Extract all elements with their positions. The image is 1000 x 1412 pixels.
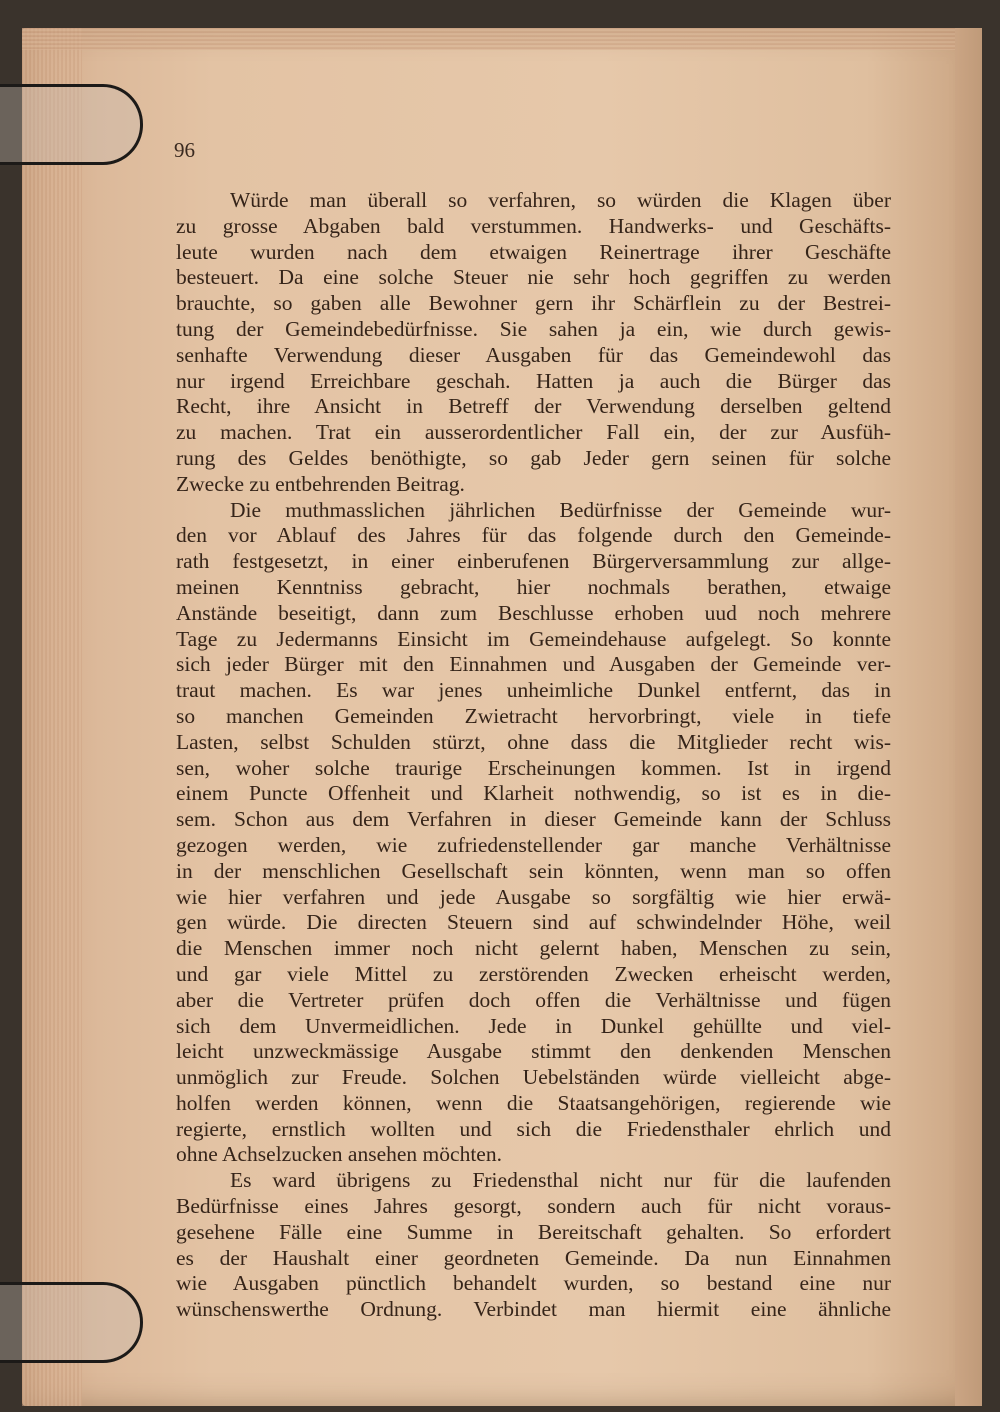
text-line: rung des Geldes benöthigte, so gab Jeder gern seinen für solche xyxy=(176,445,891,470)
text-line: wie Ausgaben pünctlich behandelt wurden, so bestand eine nur xyxy=(176,1271,891,1296)
text-line: Recht, ihre Ansicht in Betreff der Verwendung derselben geltend xyxy=(176,394,891,419)
text-line: wünschenswerthe Ordnung. Verbindet man hiermit eine ähnliche xyxy=(176,1297,891,1322)
text-line: zu machen. Trat ein ausserordentlicher Fall ein, der zur Ausfüh- xyxy=(176,420,891,445)
text-line: es der Haushalt einer geordneten Gemeinde. Da nun Einnahmen xyxy=(176,1245,891,1270)
text-line: traut machen. Es war jenes unheimliche Dunkel entfernt, das in xyxy=(176,678,891,703)
text-line: und gar viele Mittel zu zerstörenden Zwecken erheischt werden, xyxy=(176,961,891,986)
text-line: leute wurden nach dem etwaigen Reinertrage ihrer Geschäfte xyxy=(176,239,891,264)
text-line: rath festgesetzt, in einer einberufenen Bürgerversammlung zur allge- xyxy=(176,549,891,574)
page-stack-edge-left xyxy=(22,28,82,1406)
text-line: Bedürfnisse eines Jahres gesorgt, sondern auch für nicht voraus- xyxy=(176,1194,891,1219)
text-line: Anstände beseitigt, dann zum Beschlusse erhoben uud noch mehrere xyxy=(176,600,891,625)
text-line: regierte, ernstlich wollten und sich die Friedensthaler ehrlich und xyxy=(176,1116,891,1141)
text-line: gesehene Fälle eine Summe in Bereitschaft gehalten. So erfordert xyxy=(176,1219,891,1244)
page-clip-top xyxy=(0,84,143,165)
text-line: Zwecke zu entbehrenden Beitrag. xyxy=(176,471,465,496)
text-line: tung der Gemeindebedürfnisse. Sie sahen ja ein, wie durch gewis- xyxy=(176,316,891,341)
text-line: gezogen werden, wie zufriedenstellender gar manche Verhältnisse xyxy=(176,832,891,857)
text-line: Die muthmasslichen jährlichen Bedürfnisse der Gemeinde wur- xyxy=(230,497,891,522)
text-line: holfen werden können, wenn die Staatsangehörigen, regierende wie xyxy=(176,1090,891,1115)
text-line: brauchte, so gaben alle Bewohner gern ihr Schärflein zu der Bestrei- xyxy=(176,291,891,316)
text-line: die Menschen immer noch nicht gelernt haben, Menschen zu sein, xyxy=(176,936,891,961)
text-line: so manchen Gemeinden Zwietracht hervorbringt, viele in tiefe xyxy=(176,703,891,728)
text-line: in der menschlichen Gesellschaft sein könnten, wenn man so offen xyxy=(176,858,891,883)
text-line: nur irgend Erreichbare geschah. Hatten ja auch die Bürger das xyxy=(176,368,891,393)
text-line: sich jeder Bürger mit den Einnahmen und Ausgaben der Gemeinde ver- xyxy=(176,652,891,677)
text-line: wie hier verfahren und jede Ausgabe so sorgfältig wie hier erwä- xyxy=(176,884,891,909)
body-text xyxy=(176,188,891,1323)
page-stack-edge-top xyxy=(22,28,982,50)
paragraph xyxy=(176,188,891,498)
text-line: senhafte Verwendung dieser Ausgaben für das Gemeindewohl das xyxy=(176,342,891,367)
text-line: Es ward übrigens zu Friedensthal nicht nur für die laufenden xyxy=(230,1168,891,1193)
text-line: sem. Schon aus dem Verfahren in dieser Gemeinde kann der Schluss xyxy=(176,807,891,832)
text-line: sen, woher solche traurige Erscheinungen kommen. Ist in irgend xyxy=(176,755,891,780)
text-line: unmöglich zur Freude. Solchen Uebelständen würde vielleicht abge- xyxy=(176,1065,891,1090)
paragraph xyxy=(176,1168,891,1323)
text-line: meinen Kenntniss gebracht, hier nochmals berathen, etwaige xyxy=(176,574,891,599)
text-line: Würde man überall so verfahren, so würden die Klagen über xyxy=(230,188,891,212)
text-line: einem Puncte Offenheit und Klarheit nothwendig, so ist es in die- xyxy=(176,781,891,806)
text-line: leicht unzweckmässige Ausgabe stimmt den denkenden Menschen xyxy=(176,1039,891,1064)
text-line: ohne Achselzucken ansehen möchten. xyxy=(176,1142,502,1167)
text-line: besteuert. Da eine solche Steuer nie sehr hoch gegriffen zu werden xyxy=(176,265,891,290)
text-line: aber die Vertreter prüfen doch offen die Verhältnisse und fügen xyxy=(176,987,891,1012)
page-number: 96 xyxy=(174,138,195,162)
text-line: Lasten, selbst Schulden stürzt, ohne dass die Mitglieder recht wis- xyxy=(176,729,891,754)
text-line: gen würde. Die directen Steuern sind auf schwindelnder Höhe, weil xyxy=(176,910,891,935)
text-line: Tage zu Jedermanns Einsicht im Gemeindehause aufgelegt. So konnte xyxy=(176,626,891,651)
text-line: den vor Ablauf des Jahres für das folgende durch den Gemeinde- xyxy=(176,523,891,548)
page-clip-bottom xyxy=(0,1282,143,1363)
paragraph xyxy=(176,498,891,1169)
text-line: sich dem Unvermeidlichen. Jede in Dunkel gehüllte und viel- xyxy=(176,1013,891,1038)
page-edge-right xyxy=(955,28,982,1406)
text-line: zu grosse Abgaben bald verstummen. Handwerks- und Geschäfts- xyxy=(176,213,891,238)
